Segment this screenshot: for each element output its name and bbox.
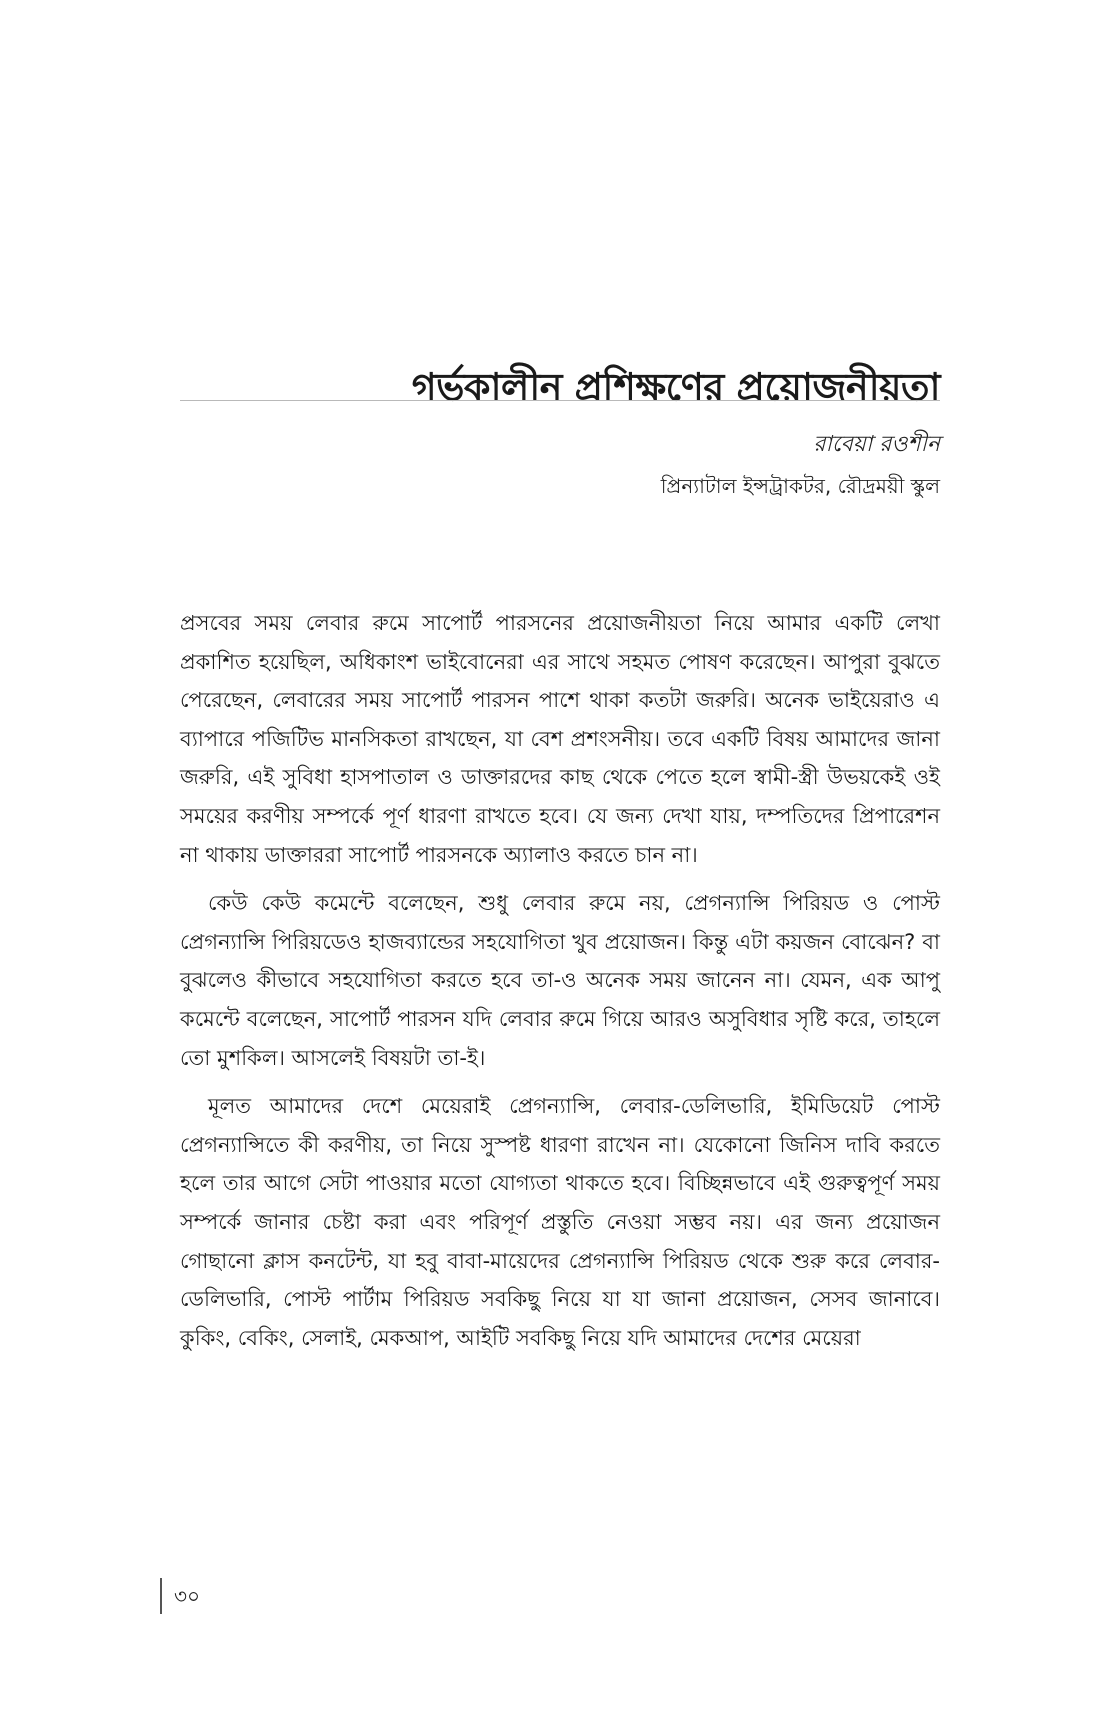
article-title: গর্ভকালীন প্রশিক্ষণের প্রয়োজনীয়তা bbox=[411, 365, 940, 410]
title-divider bbox=[180, 400, 940, 401]
article-body bbox=[180, 604, 940, 1367]
author-affiliation: প্রিন্যাটাল ইন্সট্রাকটর, রৌদ্রময়ী স্কুল bbox=[660, 474, 940, 498]
paragraph-1: প্রসবের সময় লেবার রুমে সাপোর্ট পারসনের প্রয়োজনীয়তা নিয়ে আমার একটি লেখা প্রকাশিত হয়েছিল, অধিকাংশ ভাইবোনেরা এর সাথে সহমত পোষণ করেছেন। আপুরা বুঝতে পেরেছেন, লেবারের সময় সাপোর্ট পারসন পাশে থাকা কতটা জরুরি। অনেক ভাইয়েরাও এ ব্যাপারে পজিটিভ মানসিকতা রাখছেন, যা বেশ প্রশংসনীয়। তবে একটি বিষয় আমাদের জানা জরুরি, এই সুবিধা হাসপাতাল ও ডাক্তারদের কাছ থেকে পেতে হলে স্বামী-স্ত্রী উভয়কেই ওই সময়ের করণীয় সম্পর্কে পূর্ণ ধারণা রাখতে হবে। যে জন্য দেখা যায়, দম্পতিদের প্রিপারেশন না থাকায় ডাক্তাররা সাপোর্ট পারসনকে অ্যালাও করতে চান না। bbox=[180, 611, 940, 867]
paragraph-3: মূলত আমাদের দেশে মেয়েরাই প্রেগন্যান্সি, লেবার-ডেলিভারি, ইমিডিয়েট পোস্ট প্রেগন্যান্সিতে কী করণীয়, তা নিয়ে সুস্পষ্ট ধারণা রাখেন না। যেকোনো জিনিস দাবি করতে হলে তার আগে সেটা পাওয়ার মতো যোগ্যতা থাকতে হবে। বিচ্ছিন্নভাবে এই গুরুত্বপূর্ণ সময় সম্পর্কে জানার চেষ্টা করা এবং পরিপূর্ণ প্রস্তুতি নেওয়া সম্ভব নয়। এর জন্য প্রয়োজন গোছানো ক্লাস কনটেন্ট, যা হবু বাবা-মায়েদের প্রেগন্যান্সি পিরিয়ড থেকে শুরু করে লেবার-ডেলিভারি, পোস্ট পার্টাম পিরিয়ড সবকিছু নিয়ে যা যা জানা প্রয়োজন, সেসব জানাবে। কুকিং, বেকিং, সেলাই, মেকআপ, আইটি সবকিছু নিয়ে যদি আমাদের দেশের মেয়েরা bbox=[180, 1094, 940, 1350]
paragraph-2: কেউ কেউ কমেন্টে বলেছেন, শুধু লেবার রুমে নয়, প্রেগন্যান্সি পিরিয়ড ও পোস্ট প্রেগন্যান্সি পিরিয়ডেও হাজব্যান্ডের সহযোগিতা খুব প্রয়োজন। কিন্তু এটা কয়জন বোঝেন? বা বুঝলেও কীভাবে সহযোগিতা করতে হবে তা-ও অনেক সময় জানেন না। যেমন, এক আপু কমেন্টে বলেছেন, সাপোর্ট পারসন যদি লেবার রুমে গিয়ে আরও অসুবিধার সৃষ্টি করে, তাহলে তো মুশকিল। আসলেই বিষয়টা তা-ই। bbox=[180, 891, 940, 1070]
page-number: ৩০ bbox=[160, 1578, 200, 1614]
author-name: রাবেয়া রওশীন bbox=[813, 432, 940, 457]
